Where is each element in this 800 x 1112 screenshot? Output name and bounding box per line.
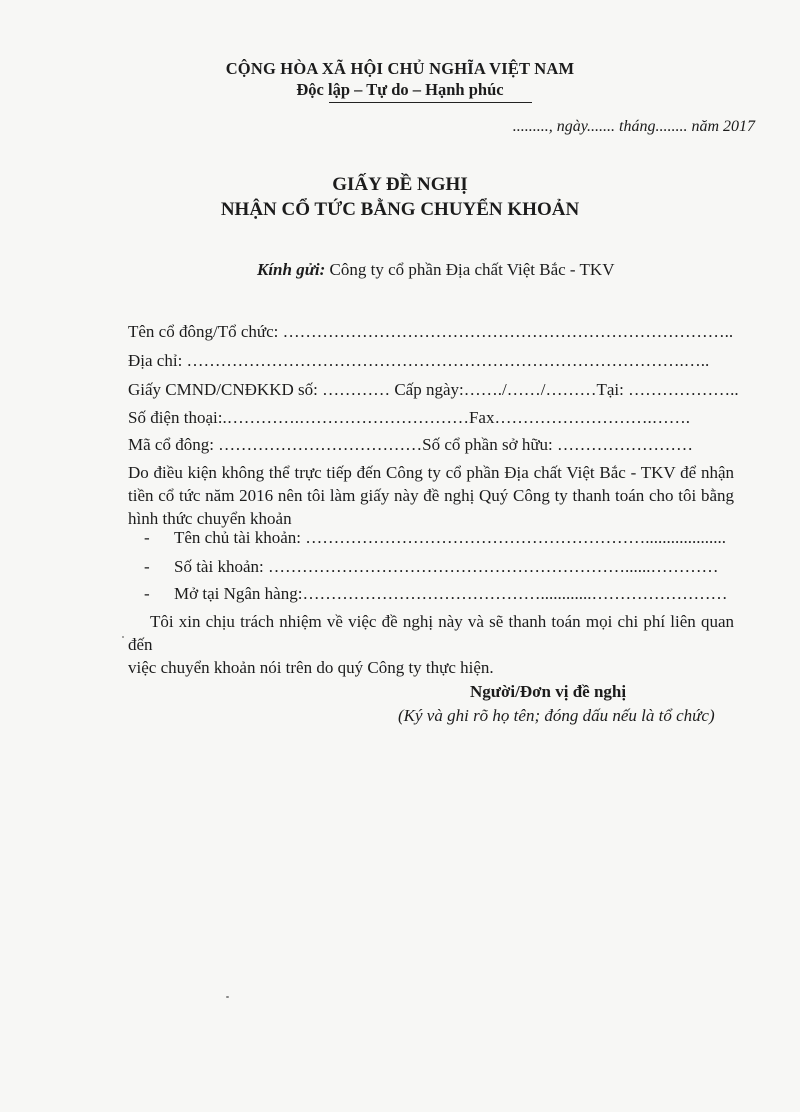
list-dash: - — [144, 528, 150, 547]
recipient-line — [257, 260, 614, 280]
shareholder-name-field: Tên cổ đông/Tổ chức: …………………………………………………………………….. — [128, 322, 734, 341]
request-line: tiền cổ tức năm 2016 nên tôi làm giấy này đề nghị Quý Công ty thanh toán cho tôi bằng — [128, 486, 734, 505]
id-document-field: Giấy CMND/CNĐKKD số: ………… Cấp ngày:……./……/………Tại: ……………….. — [128, 380, 739, 399]
commitment-line: việc chuyển khoản nói trên do quý Công ty thực hiện. — [128, 658, 494, 677]
scan-speck — [122, 636, 124, 638]
document-title: GIẤY ĐỀ NGHỊ — [332, 174, 468, 195]
signature-note: (Ký và ghi rõ họ tên; đóng dấu nếu là tổ chức) — [398, 706, 715, 725]
date-line: ........., ngày....... tháng........ năm 2017 — [512, 118, 755, 135]
bank-name-field: Mở tại Ngân hàng:……………………………………............…………………… — [174, 584, 728, 603]
list-dash: - — [144, 557, 150, 576]
request-line: hình thức chuyển khoản — [128, 509, 292, 528]
request-line: Do điều kiện không thể trực tiếp đến Công ty cổ phần Địa chất Việt Bắc - TKV để nhận — [128, 463, 734, 482]
address-field: Địa chỉ: …………………………………………………………………………….….. — [128, 351, 710, 370]
phone-fax-field: Số điện thoại:.………….…………………………Fax……………………….……. — [128, 408, 690, 427]
document-subtitle: NHẬN CỔ TỨC BẰNG CHUYỂN KHOẢN — [220, 199, 580, 220]
account-number-field: Số tài khoản: ………………………………………………………......………… — [174, 557, 719, 576]
recipient-value: Công ty cổ phần Địa chất Việt Bắc - TKV — [329, 260, 615, 279]
national-name: CỘNG HÒA XÃ HỘI CHỦ NGHĨA VIỆT NAM — [225, 59, 575, 78]
account-name-field: Tên chủ tài khoản: ……………………………………………………................... — [174, 528, 726, 547]
list-dash: - — [144, 584, 150, 603]
commitment-paragraph — [128, 610, 734, 679]
shareholder-code-field: Mã cổ đông: ………………………………Số cổ phần sở hữu: …………………… — [128, 435, 694, 454]
commitment-line: Tôi xin chịu trách nhiệm về việc đề nghị này và sẽ thanh toán mọi chi phí liên quan đến — [128, 612, 734, 654]
signature-title: Người/Đơn vị đề nghị — [470, 682, 627, 701]
scan-speck — [226, 996, 229, 998]
motto-underline — [329, 102, 532, 103]
national-motto: Độc lập – Tự do – Hạnh phúc — [296, 80, 504, 99]
recipient-label: Kính gửi: — [257, 260, 326, 279]
request-paragraph — [128, 461, 734, 530]
